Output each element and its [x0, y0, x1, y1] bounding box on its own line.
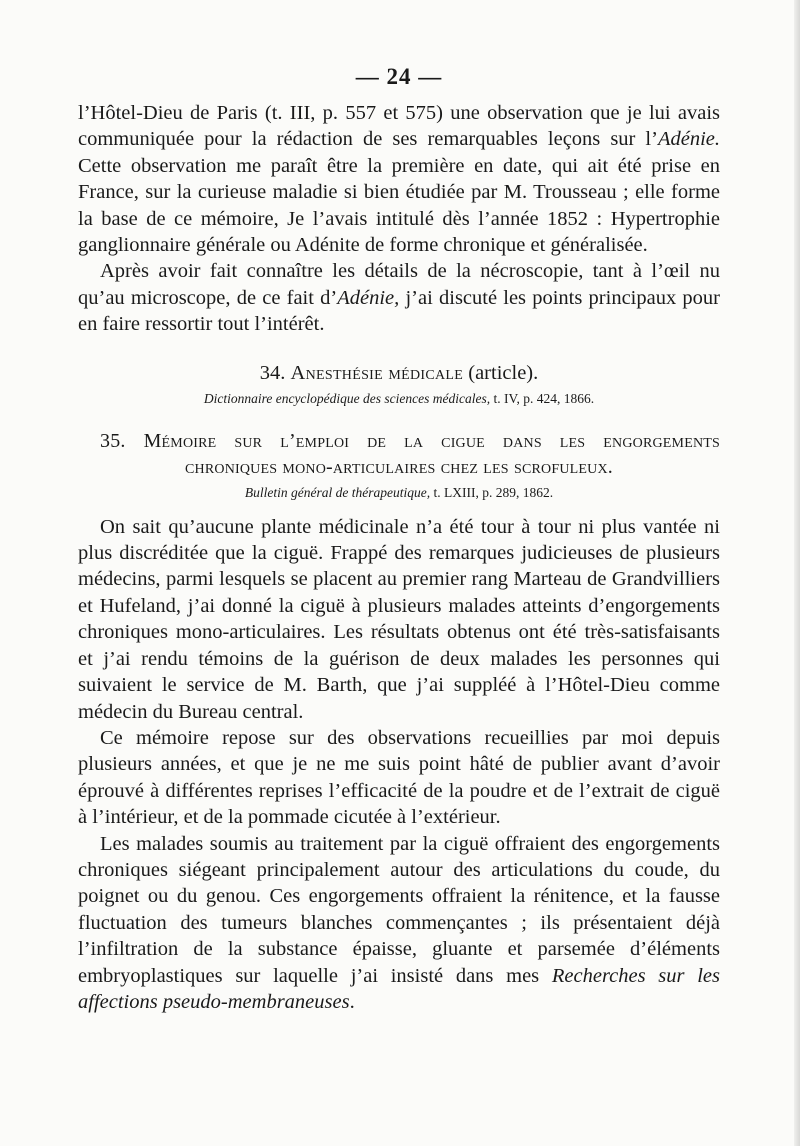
page-edge-shadow — [794, 0, 800, 1146]
entry-34-source-title: Dictionnaire encyclopédique des sciences médicales, — [203, 390, 491, 406]
entry-35-body — [78, 514, 720, 1016]
intro-paragraph-2 — [78, 258, 720, 337]
entry-35-paragraph-3-end: . — [349, 990, 355, 1013]
intro-paragraph-1-rest: Cette observation me paraît être la première en date, qui ait été prise en France, sur la curieuse maladie si bien étudiée par M. Trousseau ; elle forme la base de ce mémoire, Je l’avais intitulé dès l’année 1852 : Hypertrophie ganglionnaire générale ou Adénite de forme chronique et généralisée. — [78, 154, 720, 257]
entry-35-paragraph-3-italic: Recherches sur les affections pseudo-membraneuses — [78, 964, 720, 1013]
entry-35-paragraph-2: Ce mémoire repose sur des observations recueillies par moi depuis plusieurs années, et que je ne me suis point hâté de publier avant d’avoir éprouvé à différentes reprises l’efficacité de la poudre et de l’extrait de ciguë à l’intérieur, et de la pommade cicutée à l’extérieur. — [78, 726, 720, 829]
entry-34-source-details: t. IV, p. 424, 1866. — [490, 390, 595, 406]
intro-paragraph-1-text: l’Hôtel-Dieu de Paris (t. III, p. 557 et 575) une observation que je lui avais communiquée pour la rédaction de ses remarquables leçons sur l’ — [78, 102, 720, 151]
entry-34-heading — [78, 360, 720, 386]
entry-35-source — [78, 482, 720, 504]
entry-34-title-suffix: (article). — [463, 361, 539, 384]
entry-35-paragraph-3 — [78, 831, 720, 1016]
entry-35-title-line-2: chroniques mono-articulaires chez les scrofuleux. — [185, 455, 613, 478]
entry-35-source-title: Bulletin général de thérapeutique, — [244, 484, 431, 500]
entry-35-title-line-1: 35. Mémoire sur l’emploi de la cigue dans les engorgements — [100, 429, 720, 452]
entry-35-paragraph-1: On sait qu’aucune plante médicinale n’a été tour à tour ni plus vantée ni plus discréditée que la ciguë. Frappé des remarques judicieuses de plusieurs médecins, parmi lesquels se placent au premier rang Marteau de Grandvilliers et Hufeland, j’ai donné la ciguë à plusieurs malades atteints d’engorgements chroniques mono-articulaires. Les résultats obtenus ont été très-satisfaisants et j’ai rendu témoins de la guérison de deux malades les personnes qui suivaient le service de M. Barth, que j’ai suppléé à l’Hôtel-Dieu comme médecin du Bureau central. — [78, 515, 720, 723]
entry-35-source-details: t. LXIII, p. 289, 1862. — [430, 484, 554, 500]
entry-34-source — [78, 388, 720, 410]
intro-paragraph-1 — [78, 100, 720, 258]
intro-paragraph-1-italic: Adénie. — [657, 128, 720, 151]
entry-35-heading — [78, 428, 720, 480]
intro-paragraph-2-rest: j’ai discuté les points principaux pour en faire ressortir tout l’intérêt. — [78, 286, 720, 336]
intro-paragraph-2-italic: Adénie, — [337, 286, 400, 309]
page-number: — 24 — — [355, 64, 443, 89]
entry-34-title: Anesthésie médicale — [290, 361, 464, 384]
entry-35-paragraph-3-text: Les malades soumis au traitement par la ciguë offraient des engorgements chroniques siégeant principalement autour des articulations du coude, du poignet ou du genou. Ces engorgements offraient la rénitence, et la fausse fluctuation des tumeurs blanches commençantes ; ils présentaient déjà l’infiltration de la substance épaisse, gluante et parsemée d’éléments embryoplastiques sur laquelle j’ai insisté dans mes — [78, 832, 720, 987]
intro-paragraph-2-text: Après avoir fait connaître les détails de la nécroscopie, tant à l’œil nu qu’au microscope, de ce fait d’ — [78, 260, 720, 309]
page-content — [78, 62, 720, 1015]
entry-34-number: 34. — [259, 361, 286, 384]
